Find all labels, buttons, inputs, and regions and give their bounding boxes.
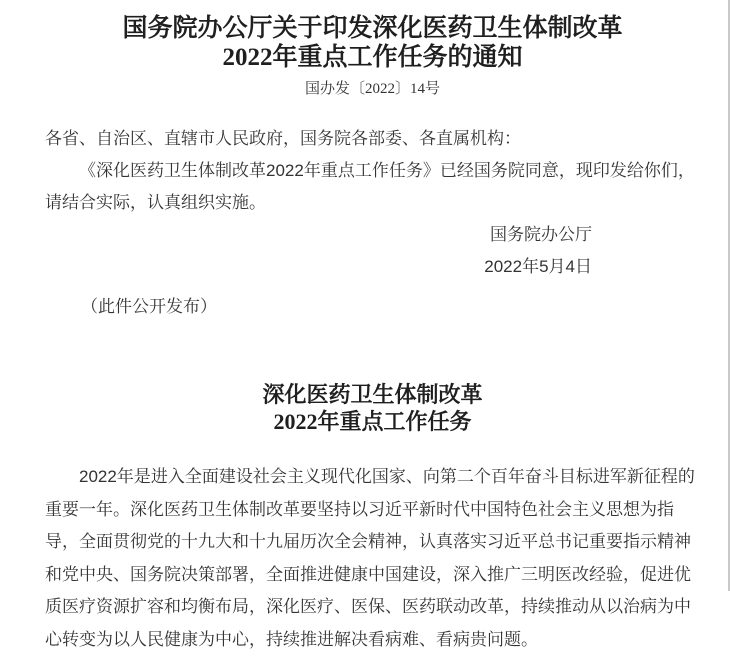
signature-block [45, 219, 700, 283]
notice-paragraph: 《深化医药卫生体制改革2022年重点工作任务》已经国务院同意，现印发给你们，请结合实际，认真组织实施。 [45, 161, 695, 212]
attachment-title-line2: 2022年重点工作任务 [273, 409, 472, 434]
attachment-body [45, 461, 700, 656]
attachment-title [45, 381, 700, 435]
release-note: （此件公开发布） [81, 297, 217, 316]
signer-name: 国务院办公厅 [490, 225, 592, 244]
attachment-paragraph: 2022年是进入全面建设社会主义现代化国家、向第二个百年奋斗目标进军新征程的重要一年。深化医药卫生体制改革要坚持以习近平新时代中国特色社会主义思想为指导，全面贯彻党的十九大和十九届历次全会精神，认真落实习近平总书记重要指示精神和党中央、国务院决策部署，全面推进健康中国建设，深入推广三明医改经验，促进优质医疗资源扩容和均衡布局，深化医疗、医保、医药联动改革，持续推动从以治病为中心转变为以人民健康为中心，持续推进解决看病难、看病贵问题。 [45, 467, 695, 649]
attachment-title-line1: 深化医药卫生体制改革 [262, 382, 483, 407]
notice-title-line1: 国务院办公厅关于印发深化医药卫生体制改革 [122, 15, 623, 42]
signature-date: 2022年5月4日 [484, 257, 592, 276]
salutation: 各省、自治区、直辖市人民政府，国务院各部委、各直属机构： [45, 129, 521, 148]
notice-body [45, 123, 700, 323]
notice-title-line2: 2022年重点工作任务的通知 [222, 44, 523, 71]
notice-title [45, 14, 700, 72]
document-number: 国办发〔2022〕14号 [304, 81, 440, 97]
